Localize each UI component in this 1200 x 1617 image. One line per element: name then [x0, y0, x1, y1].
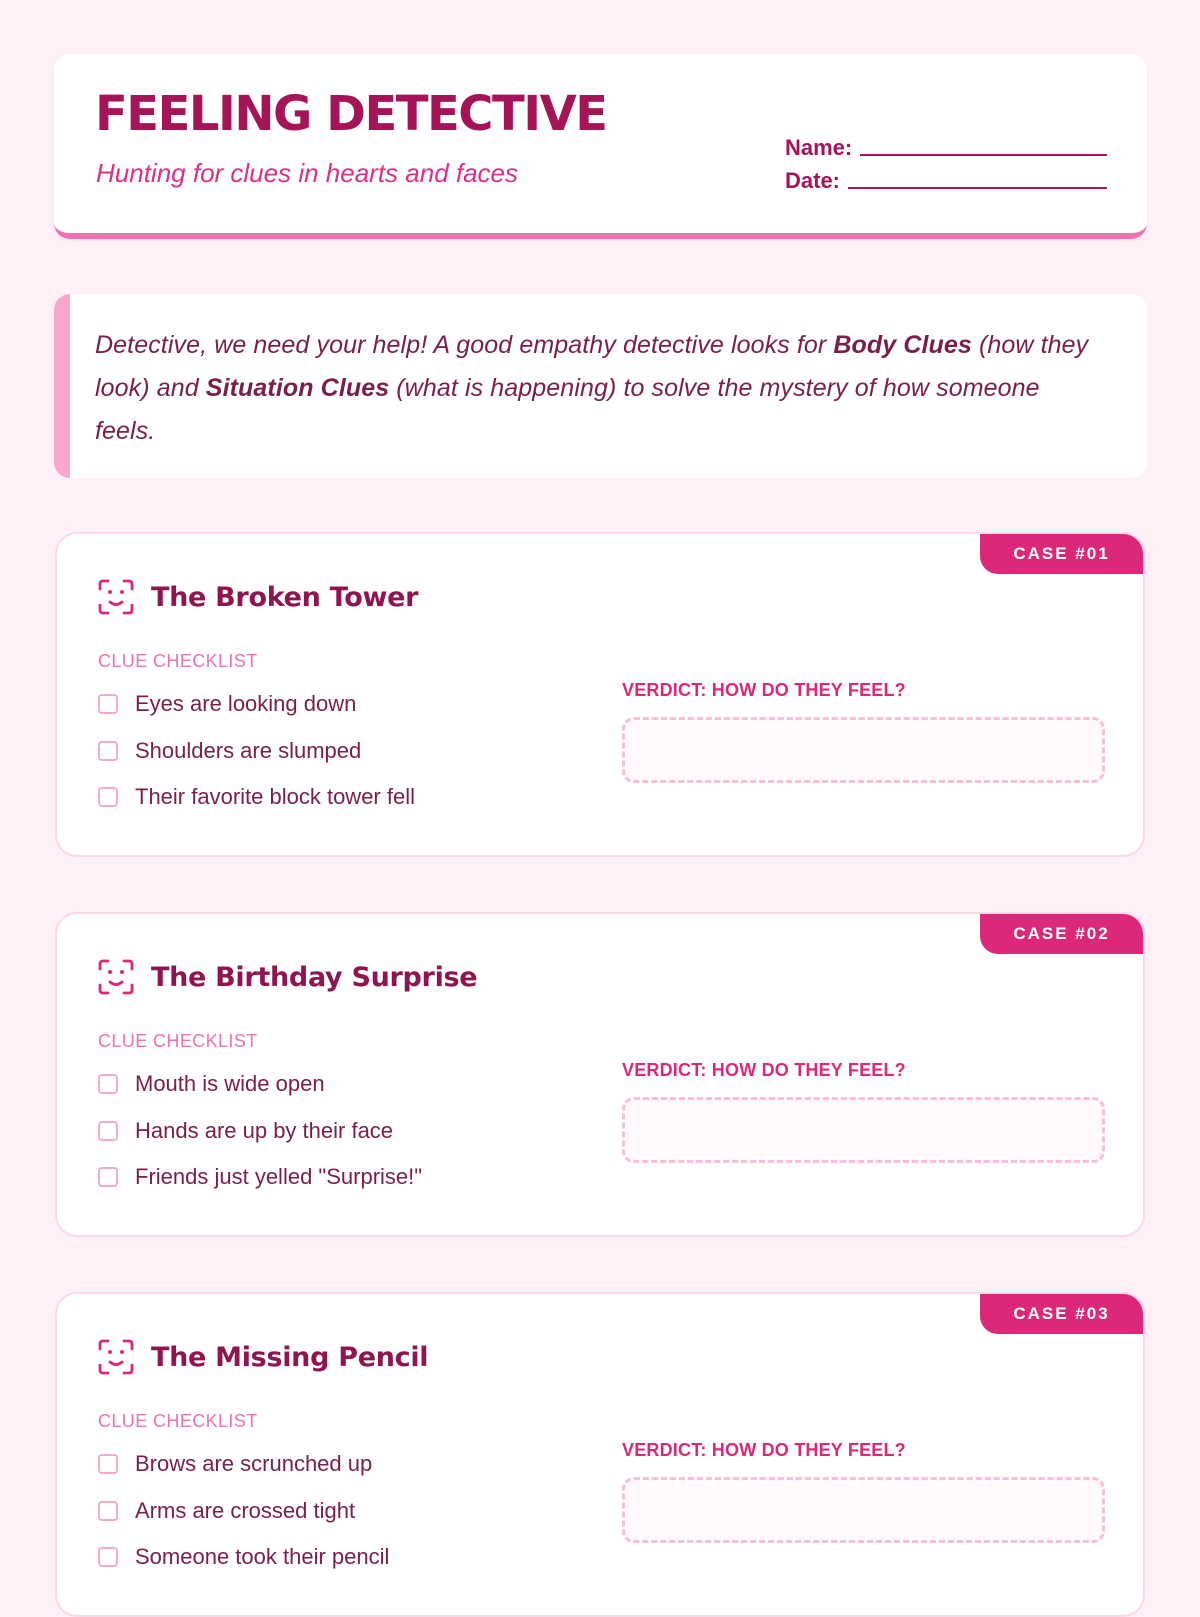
clue-checklist: [98, 1441, 389, 1581]
name-field[interactable]: [785, 128, 1107, 161]
clue-text: Their favorite block tower fell: [135, 784, 415, 810]
verdict-label: VERDICT: HOW DO THEY FEEL?: [622, 1440, 906, 1460]
clue-text: Friends just yelled "Surprise!": [135, 1164, 423, 1190]
case-heading: [97, 1338, 428, 1376]
clue-checklist: [98, 681, 415, 821]
clue-text: Brows are scrunched up: [135, 1451, 373, 1477]
clue-item[interactable]: [98, 1488, 389, 1535]
clue-item[interactable]: [98, 1108, 422, 1155]
body-clues-term: Body Clues: [833, 331, 972, 359]
clue-item[interactable]: [98, 1154, 422, 1201]
clue-checklist: [98, 1061, 422, 1201]
clue-item[interactable]: [98, 728, 415, 775]
verdict-label: VERDICT: HOW DO THEY FEEL?: [622, 1060, 906, 1080]
case-number-badge: CASE #02: [980, 914, 1143, 954]
clue-checkbox[interactable]: [98, 1547, 118, 1567]
page-title: FEELING DETECTIVE: [95, 86, 607, 142]
clue-checkbox[interactable]: [98, 694, 118, 714]
face-scan-icon: [97, 1338, 135, 1376]
clue-checkbox[interactable]: [98, 787, 118, 807]
page-subtitle: Hunting for clues in hearts and faces: [96, 158, 519, 188]
date-field[interactable]: [785, 161, 1107, 194]
clue-checkbox[interactable]: [98, 1074, 118, 1094]
clue-text: Mouth is wide open: [135, 1071, 325, 1097]
verdict-answer-box[interactable]: [622, 1097, 1105, 1163]
clue-item[interactable]: [98, 681, 415, 728]
clue-text: Shoulders are slumped: [135, 737, 362, 763]
student-info-fields: [785, 128, 1107, 194]
verdict-label: VERDICT: HOW DO THEY FEEL?: [622, 680, 906, 700]
case-number-badge: CASE #01: [980, 534, 1143, 574]
clue-item[interactable]: [98, 774, 415, 821]
clue-checkbox[interactable]: [98, 1121, 118, 1141]
date-line[interactable]: [848, 187, 1107, 189]
date-label: Date:: [785, 168, 841, 193]
clue-checkbox[interactable]: [98, 1501, 118, 1521]
case-title: The Birthday Surprise: [151, 961, 478, 993]
intro-text-2: (how they look) and: [95, 331, 1089, 402]
case-card: [55, 912, 1145, 1237]
clue-checklist-label: CLUE CHECKLIST: [98, 1411, 258, 1431]
worksheet-header: [54, 54, 1147, 239]
intro-callout: [54, 294, 1147, 478]
situation-clues-term: Situation Clues: [205, 374, 390, 402]
clue-item[interactable]: [98, 1061, 422, 1108]
name-label: Name:: [785, 135, 853, 160]
face-scan-icon: [97, 578, 135, 616]
verdict-answer-box[interactable]: [622, 1477, 1105, 1543]
case-card: [55, 1292, 1145, 1617]
clue-checklist-label: CLUE CHECKLIST: [98, 1031, 258, 1051]
clue-checkbox[interactable]: [98, 1167, 118, 1187]
clue-text: Eyes are looking down: [135, 691, 357, 717]
intro-text-3: (what is happening) to solve the mystery of how someone feels.: [95, 374, 1040, 445]
intro-text-1: Detective, we need your help! A good empathy detective looks for: [95, 331, 834, 359]
face-scan-icon: [97, 958, 135, 996]
clue-text: Someone took their pencil: [135, 1544, 390, 1570]
case-title: The Missing Pencil: [151, 1341, 429, 1373]
case-card: [55, 532, 1145, 857]
name-line[interactable]: [860, 154, 1107, 156]
clue-item[interactable]: [98, 1534, 389, 1581]
clue-checklist-label: CLUE CHECKLIST: [98, 651, 258, 671]
clue-checkbox[interactable]: [98, 1454, 118, 1474]
verdict-answer-box[interactable]: [622, 717, 1105, 783]
case-title: The Broken Tower: [151, 581, 419, 613]
case-heading: [97, 578, 418, 616]
clue-item[interactable]: [98, 1441, 389, 1488]
case-heading: [97, 958, 477, 996]
clue-text: Arms are crossed tight: [135, 1497, 356, 1523]
clue-checkbox[interactable]: [98, 741, 118, 761]
case-number-badge: CASE #03: [980, 1294, 1143, 1334]
clue-text: Hands are up by their face: [135, 1117, 394, 1143]
